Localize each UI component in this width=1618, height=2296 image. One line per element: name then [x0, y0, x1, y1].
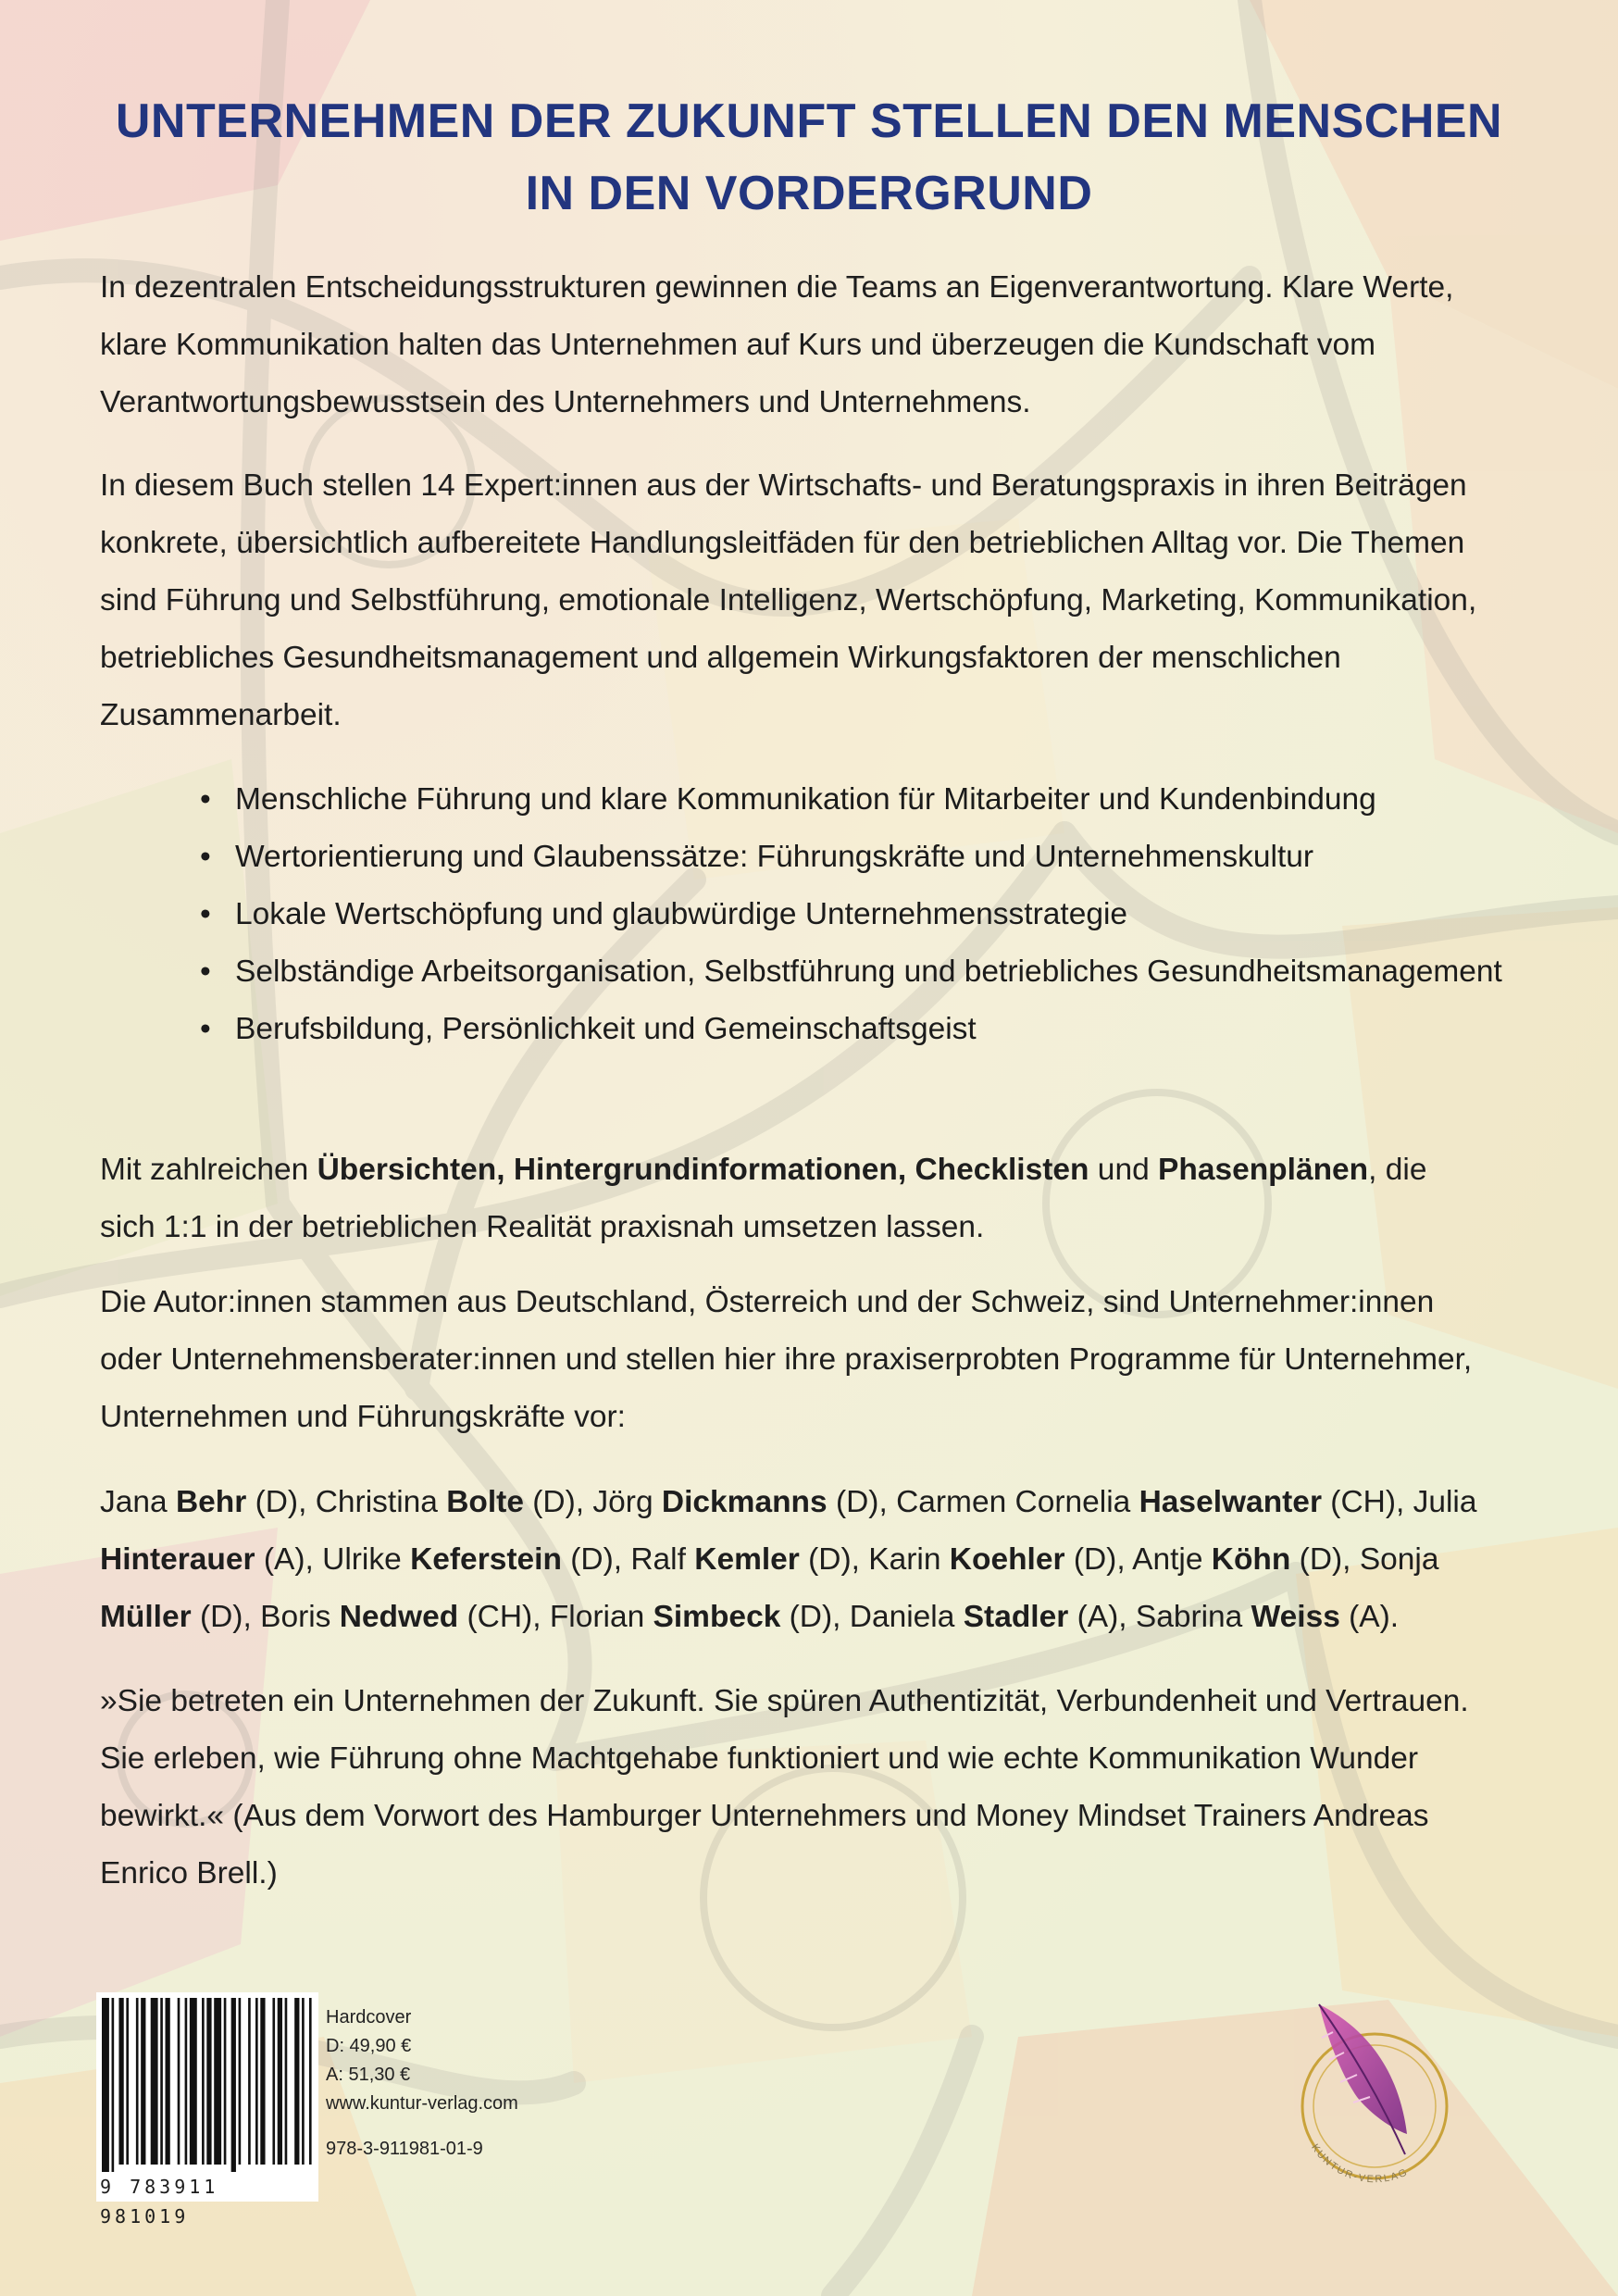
isbn: 978-3-911981-01-9 [326, 2139, 483, 2159]
author-entry [260, 1600, 550, 1634]
barcode-bar [141, 1998, 145, 2165]
author-first-name: Christina [315, 1485, 447, 1519]
author-first-name: Karin [868, 1542, 950, 1577]
barcode-bar [112, 1998, 115, 2174]
barcode-bar [136, 1998, 139, 2165]
barcode-bar [278, 1998, 282, 2165]
publisher-website[interactable]: www.kuntur-verlag.com [326, 2093, 518, 2114]
barcode-bar [294, 1998, 299, 2165]
product-info [326, 2003, 518, 2164]
barcode-bar [185, 1998, 188, 2165]
author-entry [550, 1600, 850, 1634]
tools-bold-1: Übersichten, Hintergrundinformationen, Checklisten [317, 1153, 1089, 1187]
book-description-paragraph: In diesem Buch stellen 14 Expert:innen aus der Wirtschafts- und Beratungspraxis in ihren Beiträgen konkrete, übersichtlich aufbereitete Handlungsleitfäden für den betrieblichen Alltag vor. Die Themen sind Führung und Selbstführung, emotionale Intelligenz, Wertschöpfung, Marketing, Kommunikation, betriebliches Gesundheitsmanagement und allgemein Wirkungsfaktoren der menschlichen Zusammenarbeit. [100, 468, 1477, 732]
author-first-name: Sonja [1359, 1542, 1439, 1577]
barcode-bar [260, 1998, 265, 2165]
author-country: (CH), [1321, 1485, 1413, 1519]
publisher-logo [1268, 1995, 1481, 2217]
author-country: (D), [523, 1485, 593, 1519]
author-last-name: Hinterauer [100, 1542, 255, 1577]
author-last-name: Simbeck [653, 1600, 781, 1634]
barcode-bar [224, 1998, 227, 2165]
author-last-name: Stadler [963, 1600, 1069, 1634]
barcode-bar [102, 1998, 109, 2174]
author-first-name: Ulrike [322, 1542, 411, 1577]
tools-bold-2: Phasenplänen [1158, 1153, 1369, 1187]
author-first-name: Jana [100, 1485, 176, 1519]
author-last-name: Haselwanter [1139, 1485, 1322, 1519]
list-item: • Selbständige Arbeitsorganisation, Selbstführung und betriebliches Gesundheitsmanagement [231, 943, 1509, 1001]
barcode-bar [255, 1998, 258, 2165]
price-austria: A: 51,30 € [326, 2065, 411, 2085]
author-country: (CH), [458, 1600, 550, 1634]
author-last-name: Dickmanns [661, 1485, 828, 1519]
barcode-bar [178, 1998, 180, 2165]
headline-line-1: UNTERNEHMEN DER ZUKUNFT STELLEN DEN MENSCHEN [115, 94, 1503, 148]
author-first-name: Daniela [849, 1600, 964, 1634]
author-entry [630, 1542, 868, 1577]
barcode-number: 9 783911 981019 [96, 2172, 318, 2202]
author-country: (D), [561, 1542, 631, 1577]
barcode-bars [96, 1992, 318, 2174]
author-last-name: Bolte [446, 1485, 524, 1519]
author-entry [896, 1485, 1413, 1519]
barcode-bar [231, 1998, 236, 2174]
list-item: • Menschliche Führung und klare Kommunikation für Mitarbeiter und Kundenbindung [231, 771, 1509, 829]
barcode-bar [160, 1998, 163, 2165]
tools-suffix: , die sich 1:1 in der betrieblichen Realität praxisnah umsetzen lassen. [100, 1153, 1427, 1244]
barcode-bar [190, 1998, 197, 2165]
author-entry [316, 1485, 593, 1519]
barcode-bar [151, 1998, 158, 2165]
author-country: (D), [827, 1485, 897, 1519]
topics-list [231, 771, 1509, 1058]
intro-paragraph: In dezentralen Entscheidungsstrukturen gewinnen die Teams an Eigenverantwortung. Klare Werte, klare Kommunikation halten das Unternehmen auf Kurs und überzeugen die Kundschaft vom Verantwortungsbewusstsein des Unternehmers und Unternehmens. [100, 270, 1454, 419]
author-last-name: Köhn [1211, 1542, 1291, 1577]
tools-mid: und [1089, 1153, 1159, 1187]
authors-intro-paragraph: Die Autor:innen stammen aus Deutschland, Österreich und der Schweiz, sind Unternehmer:innen oder Unternehmensberater:innen und stellen hier ihre praxiserprobten Programme für Unternehmer, Unternehmen und Führungskräfte vor: [100, 1285, 1473, 1434]
author-first-name: Antje [1132, 1542, 1212, 1577]
author-country: (D), [1290, 1542, 1360, 1577]
author-country: (D), [191, 1600, 261, 1634]
barcode-bar [248, 1998, 251, 2165]
barcode-bar [272, 1998, 275, 2165]
author-first-name: Julia [1413, 1485, 1477, 1519]
author-first-name: Carmen Cornelia [896, 1485, 1139, 1519]
author-entry [1132, 1542, 1360, 1577]
author-last-name: Behr [175, 1485, 247, 1519]
author-last-name: Weiss [1251, 1600, 1340, 1634]
author-last-name: Nedwed [339, 1600, 459, 1634]
author-entry [592, 1485, 896, 1519]
book-format: Hardcover [326, 2007, 412, 2028]
foreword-quote: »Sie betreten ein Unternehmen der Zukunft. Sie spüren Authentizität, Verbundenheit und Vertrauen. Sie erleben, wie Führung ohne Machtgehabe funktioniert und wie echte Kommunikation Wunder bewirkt.« (Aus dem Vorwort des Hamburger Unternehmers und Money Mindset Trainers Andreas Enrico Brell.) [100, 1684, 1469, 1890]
author-entry [322, 1542, 630, 1577]
author-last-name: Keferstein [410, 1542, 562, 1577]
author-first-name: Ralf [630, 1542, 695, 1577]
logo-text: KUNTUR-VERLAG [1309, 2141, 1411, 2186]
tools-prefix: Mit zahlreichen [100, 1153, 317, 1187]
barcode-bar [126, 1998, 129, 2165]
list-item: • Wertorientierung und Glaubenssätze: Führungskräfte und Unternehmenskultur [231, 829, 1509, 886]
author-country: (D), [1064, 1542, 1133, 1577]
author-first-name: Sabrina [1135, 1600, 1251, 1634]
list-item: • Berufsbildung, Persönlichkeit und Gemeinschaftsgeist [231, 1001, 1509, 1058]
author-country: (D), [780, 1600, 850, 1634]
author-country: (D), [246, 1485, 316, 1519]
author-first-name: Boris [260, 1600, 340, 1634]
headline-line-2: IN DEN VORDERGRUND [525, 167, 1093, 220]
barcode [96, 1992, 318, 2189]
cover-headline [74, 85, 1544, 230]
author-country: (A), [1068, 1600, 1136, 1634]
barcode-bar [214, 1998, 221, 2165]
author-entry [850, 1600, 1136, 1634]
author-entry [1136, 1600, 1399, 1634]
barcode-bar [202, 1998, 205, 2165]
barcode-bar [206, 1998, 211, 2165]
list-item: • Lokale Wertschöpfung und glaubwürdige Unternehmensstrategie [231, 886, 1509, 943]
author-last-name: Müller [100, 1600, 192, 1634]
author-country: (A), [255, 1542, 323, 1577]
authors-list [100, 1474, 1488, 1646]
barcode-bar [309, 1998, 312, 2165]
tools-paragraph [100, 1142, 1488, 1256]
author-last-name: Koehler [949, 1542, 1065, 1577]
author-entry [100, 1485, 316, 1519]
author-last-name: Kemler [694, 1542, 800, 1577]
barcode-bar [285, 1998, 288, 2165]
feather-icon [1319, 2004, 1407, 2154]
author-entry [868, 1542, 1132, 1577]
author-country: (D), [799, 1542, 869, 1577]
barcode-bar [239, 1998, 242, 2165]
author-country: (A). [1339, 1600, 1400, 1634]
price-germany: D: 49,90 € [326, 2036, 412, 2056]
barcode-bar [302, 1998, 305, 2165]
author-first-name: Jörg [592, 1485, 662, 1519]
author-first-name: Florian [549, 1600, 653, 1634]
barcode-bar [166, 1998, 170, 2165]
barcode-bar [118, 1998, 123, 2165]
